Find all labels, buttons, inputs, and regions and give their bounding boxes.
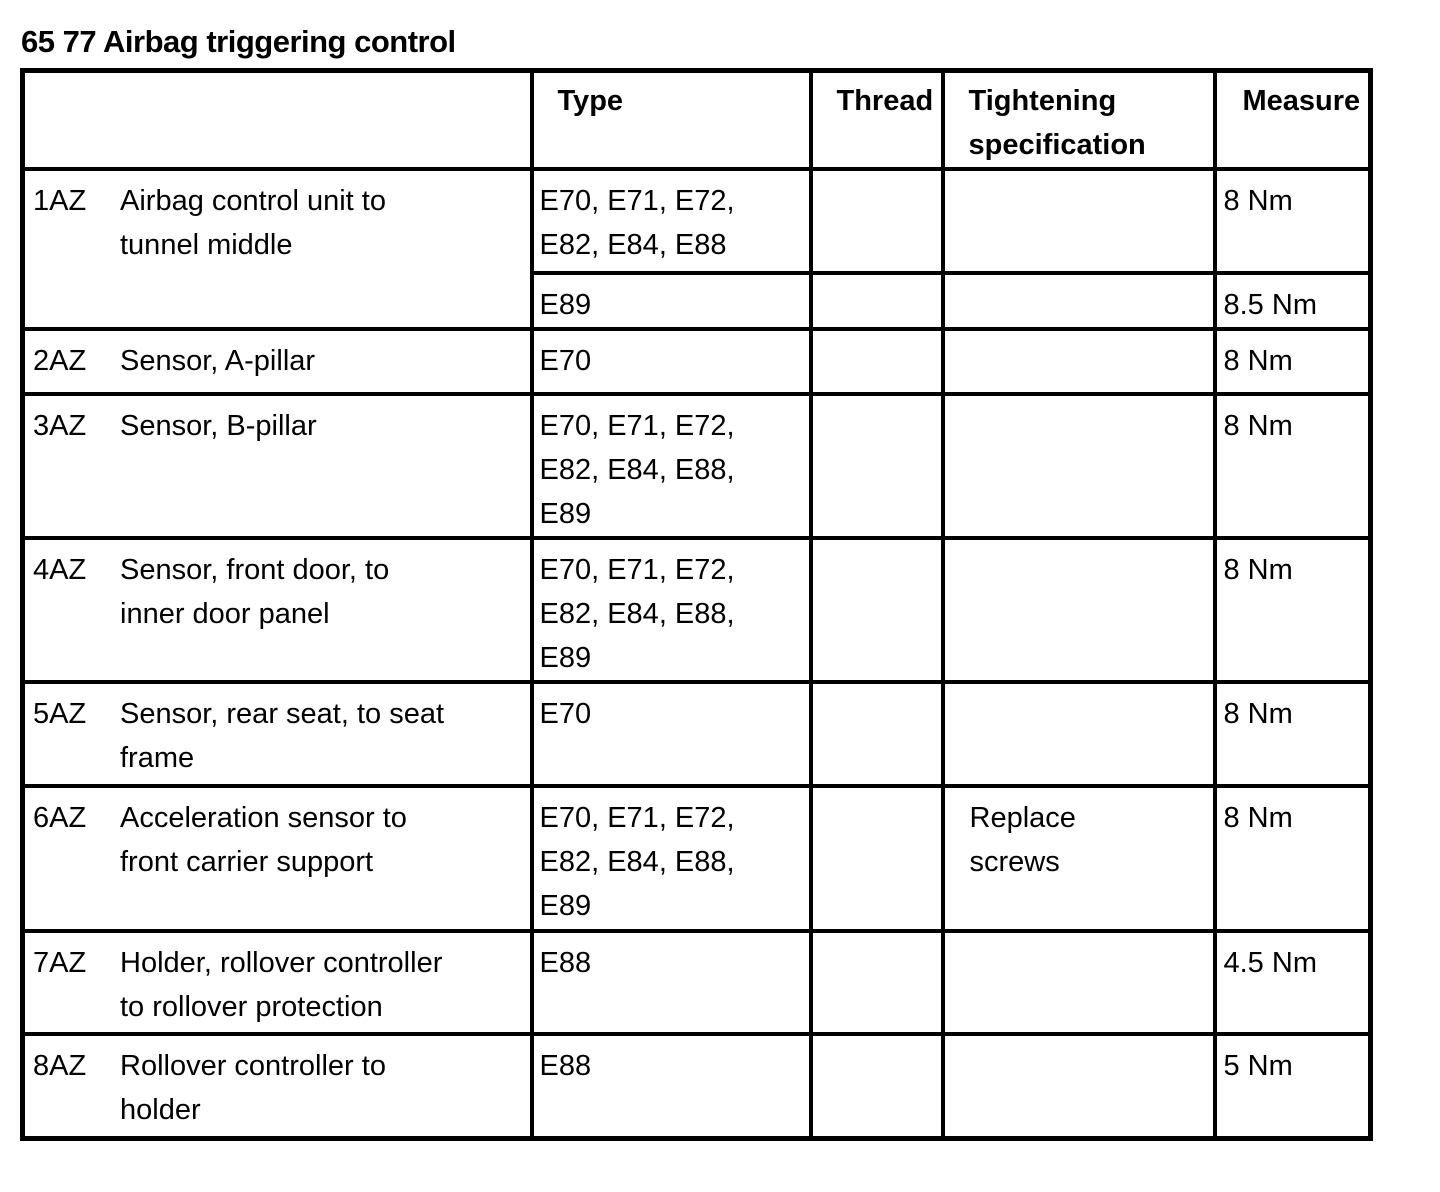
row-code: 8AZ <box>33 1050 87 1082</box>
torque-spec-table <box>20 68 1373 1141</box>
cell-item <box>23 538 532 682</box>
row-code: 7AZ <box>33 947 87 979</box>
cell-type: E70 <box>532 329 811 394</box>
row-code: 5AZ <box>33 698 87 730</box>
row-code: 6AZ <box>33 802 87 834</box>
table-row-5az <box>23 682 1371 786</box>
table-row-6az <box>23 786 1371 931</box>
cell-measure: 8 Nm <box>1215 329 1371 394</box>
row-description: Sensor, B-pillar <box>120 410 317 442</box>
cell-tightening <box>943 931 1215 1034</box>
cell-type: E70 <box>532 682 811 786</box>
cell-tightening <box>943 273 1215 329</box>
column-header-item <box>23 71 532 170</box>
cell-measure: 8 Nm <box>1215 538 1371 682</box>
row-code: 3AZ <box>33 410 87 442</box>
column-header-measure: Measure <box>1215 71 1371 170</box>
cell-thread <box>811 394 943 538</box>
table-row-7az <box>23 931 1371 1034</box>
cell-measure: 4.5 Nm <box>1215 931 1371 1034</box>
cell-tightening <box>943 1034 1215 1138</box>
row-description: Sensor, rear seat, to seat frame <box>120 698 445 774</box>
row-code: 1AZ <box>33 185 87 217</box>
row-description: Sensor, A-pillar <box>120 345 316 377</box>
table-row-1az <box>23 169 1371 273</box>
cell-type: E89 <box>532 273 811 329</box>
table-row-4az <box>23 538 1371 682</box>
cell-thread <box>811 786 943 931</box>
cell-tightening: Replace screws <box>943 786 1215 931</box>
table-row-2az <box>23 329 1371 394</box>
cell-item <box>23 786 532 931</box>
row-code: 2AZ <box>33 345 87 377</box>
cell-type: E70, E71, E72, E82, E84, E88, E89 <box>532 786 811 931</box>
cell-thread <box>811 538 943 682</box>
row-description: Holder, rollover controller to rollover protection <box>120 947 443 1023</box>
cell-item <box>23 682 532 786</box>
cell-thread <box>811 931 943 1034</box>
cell-item <box>23 329 532 394</box>
row-description: Rollover controller to holder <box>120 1050 386 1126</box>
cell-measure: 8.5 Nm <box>1215 273 1371 329</box>
table-row-8az <box>23 1034 1371 1138</box>
cell-type: E88 <box>532 931 811 1034</box>
cell-tightening <box>943 538 1215 682</box>
page-title: 65 77 Airbag triggering control <box>21 24 456 59</box>
cell-tightening <box>943 169 1215 273</box>
cell-measure: 5 Nm <box>1215 1034 1371 1138</box>
cell-tightening <box>943 329 1215 394</box>
column-header-thread: Thread <box>811 71 943 170</box>
cell-type: E70, E71, E72, E82, E84, E88, E89 <box>532 394 811 538</box>
cell-thread <box>811 682 943 786</box>
cell-item <box>23 1034 532 1138</box>
row-code: 4AZ <box>33 554 87 586</box>
cell-thread <box>811 1034 943 1138</box>
table-row-3az <box>23 394 1371 538</box>
cell-measure: 8 Nm <box>1215 169 1371 273</box>
cell-tightening <box>943 682 1215 786</box>
column-header-tightening: Tightening specification <box>943 71 1215 170</box>
cell-measure: 8 Nm <box>1215 682 1371 786</box>
cell-type: E88 <box>532 1034 811 1138</box>
cell-item <box>23 169 532 329</box>
cell-type: E70, E71, E72, E82, E84, E88 <box>532 169 811 273</box>
cell-item <box>23 394 532 538</box>
column-header-type: Type <box>532 71 811 170</box>
row-description: Sensor, front door, to inner door panel <box>120 554 390 630</box>
cell-thread <box>811 329 943 394</box>
cell-thread <box>811 169 943 273</box>
cell-item <box>23 931 532 1034</box>
cell-measure: 8 Nm <box>1215 394 1371 538</box>
row-description: Acceleration sensor to front carrier support <box>120 802 407 878</box>
row-description: Airbag control unit to tunnel middle <box>120 185 386 261</box>
cell-tightening <box>943 394 1215 538</box>
header-row <box>23 71 1371 170</box>
cell-thread <box>811 273 943 329</box>
cell-measure: 8 Nm <box>1215 786 1371 931</box>
cell-type: E70, E71, E72, E82, E84, E88, E89 <box>532 538 811 682</box>
